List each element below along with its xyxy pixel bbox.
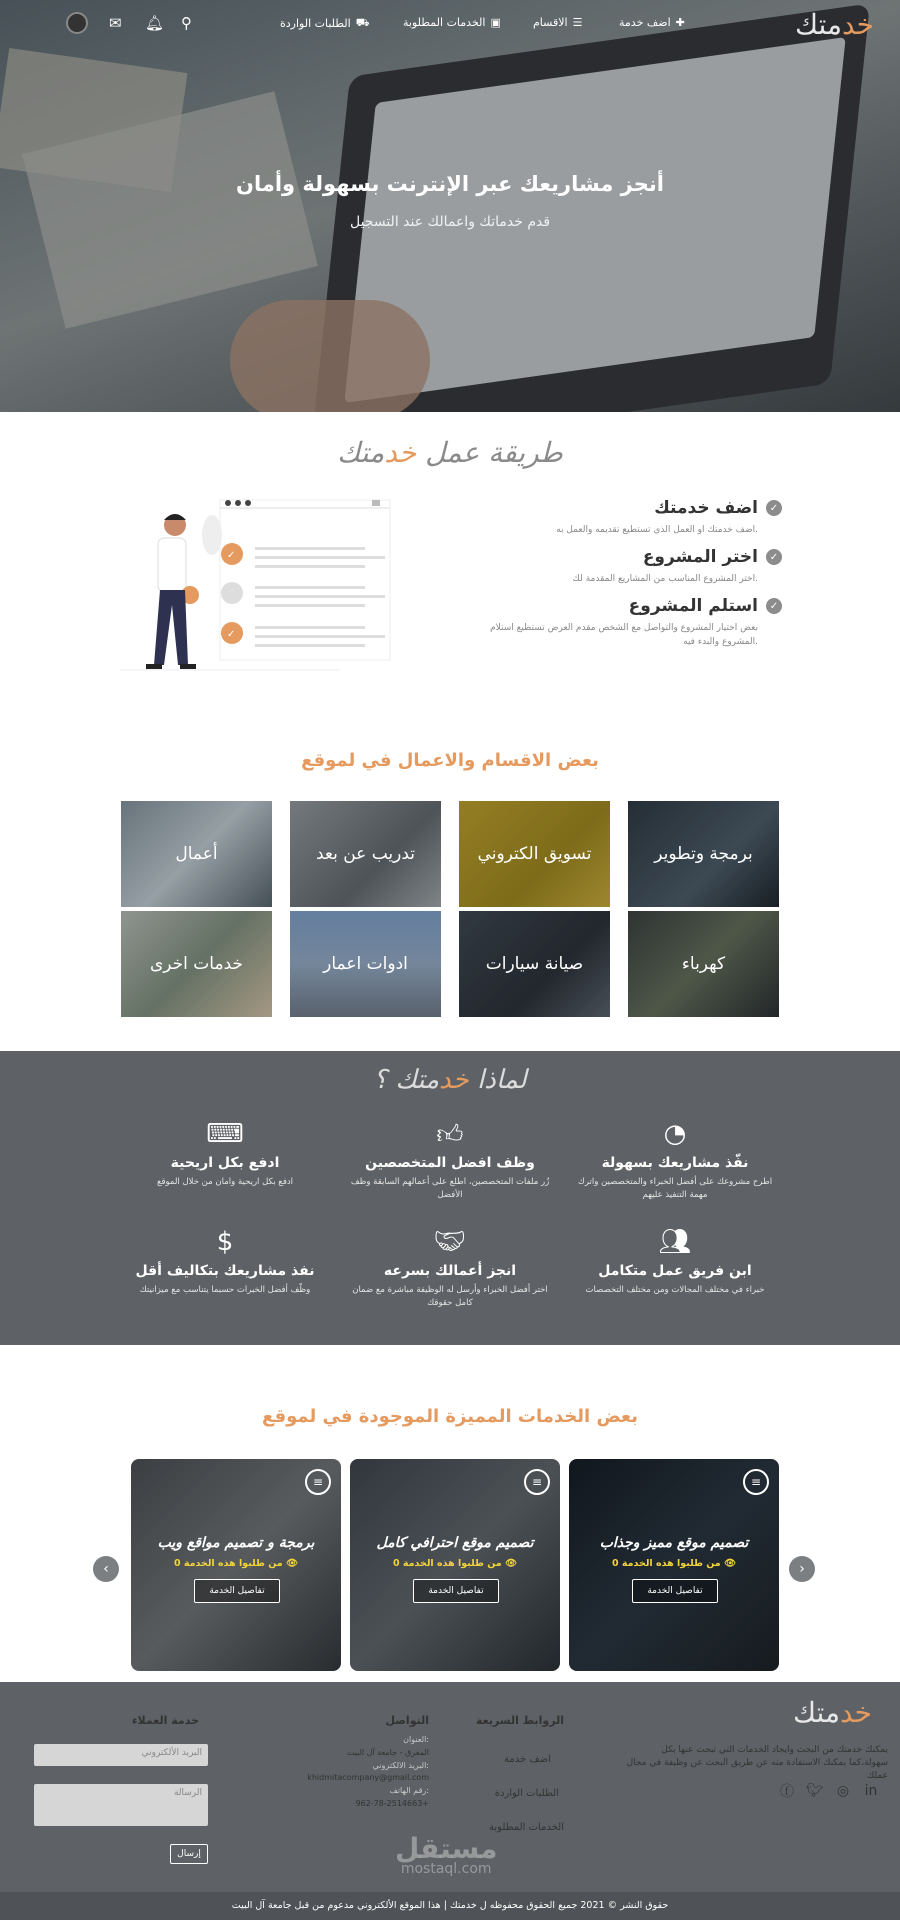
category-remote-training[interactable] — [290, 801, 441, 907]
phone-label: رقم الهاتف: — [389, 1786, 429, 1796]
user-avatar[interactable] — [66, 12, 88, 34]
contact-info — [307, 1734, 429, 1811]
email-label: البريد الالكتروني: — [372, 1760, 429, 1770]
step-desc: بعض اختيار المشروع والتواصل مع الشخص مقدم العرض تستطيع استلام المشروع والبدء فيه. — [490, 623, 758, 648]
copyright-bar: حقوق النشر © 2021 جميع الحقوق محفوظه ل خدمتك | هذا الموقع الألكتروني مدعوم من قبل جامعة آل البيت — [0, 1892, 900, 1920]
footer-link-incoming[interactable]: الطلبات الواردة — [494, 1788, 559, 1799]
thumbs-up-icon: 👍︎ — [436, 1120, 464, 1150]
nav-requested-label: الخدمات المطلوبة — [403, 16, 486, 29]
quick-links-title: الروابط السريعة — [475, 1714, 564, 1727]
address-label: العنوان: — [403, 1735, 429, 1744]
category-label: خدمات اخرى — [121, 911, 272, 1017]
step-receive-project — [482, 596, 782, 650]
service-card[interactable] — [131, 1459, 341, 1671]
nav-incoming-label: الطلبات الواردة — [280, 17, 351, 30]
why-title: لماذا خدمتك ؟ — [373, 1065, 527, 1095]
service-card[interactable] — [350, 1459, 560, 1671]
step-desc: اضف خدمتك او العمل الذي تستطيع تقديمه والعمل به. — [556, 525, 758, 535]
feature-desc: ادفع بكل اريحية وامان من خلال الموقع — [156, 1177, 294, 1187]
customer-service-title: خدمة العملاء — [131, 1714, 199, 1727]
gauge-icon: ◔ — [663, 1119, 687, 1149]
category-marketing[interactable] — [459, 801, 610, 907]
nav-incoming-requests[interactable] — [280, 16, 370, 31]
card-title: تصميم موقع احترافي كامل — [376, 1535, 534, 1551]
categories-title: بعض الاقسام والاعمال في لموقع — [301, 750, 599, 771]
laptop-code-icon: ⌨ — [206, 1119, 244, 1149]
card-views: 0 من طلبوا هذه الخدمة 👁︎ — [392, 1558, 518, 1569]
feature-hire-experts — [350, 1119, 550, 1202]
nav-sections-label: الاقسام — [533, 16, 568, 29]
card-views: 0 من طلبوا هذه الخدمة 👁︎ — [611, 1558, 737, 1569]
category-label: ادوات اعمار — [290, 911, 441, 1017]
facebook-icon[interactable]: ⓕ — [780, 1784, 794, 1800]
feature-title: انجز أعمالك بسرعه — [383, 1263, 517, 1279]
category-label: برمجة وتطوير — [628, 801, 779, 907]
service-details-button[interactable]: تفاصيل الخدمة — [632, 1579, 718, 1603]
carousel-next-button[interactable] — [789, 1556, 815, 1582]
footer-link-add-service[interactable]: اضف خدمة — [504, 1754, 551, 1765]
category-label: تدريب عن بعد — [290, 801, 441, 907]
footer-message-input[interactable]: الرسالة — [34, 1784, 208, 1826]
step-title: اضف خدمتك — [654, 498, 758, 518]
menu-icon[interactable]: ≡ — [743, 1469, 769, 1495]
contact-title: التواصل — [385, 1714, 429, 1727]
hero-section — [0, 0, 900, 412]
feature-easy-projects — [575, 1119, 775, 1202]
feature-fast-work — [350, 1227, 550, 1310]
feature-desc: زُر ملفات المتخصصين، اطلع على أعمالهم السابقة وظف الأفضل — [350, 1177, 550, 1200]
service-details-button[interactable]: تفاصيل الخدمة — [413, 1579, 499, 1603]
users-icon: 👥︎ — [658, 1227, 692, 1257]
bell-icon[interactable]: 🔔︎ — [145, 14, 165, 32]
hero-title: أنجز مشاريعك عبر الإنترنت بسهولة وأمان — [236, 172, 664, 196]
carousel-prev-button[interactable] — [93, 1556, 119, 1582]
eye-icon: 👁︎ — [504, 1558, 518, 1569]
category-construction-tools[interactable] — [290, 911, 441, 1017]
card-title: تصميم موقع مميز وجذاب — [599, 1535, 749, 1551]
workflow-illustration — [120, 490, 400, 700]
chevron-right-icon: › — [799, 1561, 805, 1577]
svg-text:✓: ✓ — [227, 550, 236, 561]
send-button[interactable]: إرسال — [170, 1844, 208, 1864]
instagram-icon[interactable]: ◎ — [836, 1783, 850, 1799]
featured-title: بعض الخدمات المميزة الموجودة في لموقع — [262, 1406, 638, 1427]
footer-link-requested[interactable]: الخدمات المطلوبة — [489, 1822, 564, 1833]
mail-icon[interactable]: ✉ — [109, 14, 122, 32]
category-label: صيانة سيارات — [459, 911, 610, 1017]
menu-icon[interactable]: ≡ — [524, 1469, 550, 1495]
menu-icon[interactable]: ≡ — [305, 1469, 331, 1495]
step-choose-project — [482, 547, 782, 586]
chevron-left-icon: ‹ — [103, 1561, 109, 1577]
feature-desc: خبراء في مختلف المجالات ومن مختلف التخصصات — [585, 1285, 765, 1295]
footer-email-input[interactable]: البريد الألكتروني — [34, 1744, 208, 1766]
feature-low-cost — [125, 1227, 325, 1297]
hero-subtitle: قدم خدماتك واعمالك عند التسجيل — [349, 214, 551, 230]
step-desc: اختر المشروع المناسب من المشاريع المقدمة لك. — [572, 574, 758, 584]
search-icon[interactable]: ⚲ — [181, 14, 192, 32]
feature-title: وظف افضل المتخصصين — [365, 1155, 535, 1171]
feature-desc: اختر أفضل الخبراء وأرسل له الوظيفة مباشرة مع ضمان كامل حقوقك — [352, 1285, 548, 1308]
how-it-works-title: طريقة عمل خدمتك — [337, 436, 563, 469]
address-value: المفرق - جامعة آل البيت — [346, 1747, 429, 1757]
social-links — [778, 1782, 880, 1800]
nav-add-service[interactable] — [619, 16, 685, 29]
service-details-button[interactable]: تفاصيل الخدمة — [194, 1579, 280, 1603]
step-title: استلم المشروع — [628, 596, 758, 616]
card-views: 0 من طلبوا هذه الخدمة 👁︎ — [173, 1558, 299, 1569]
truck-icon: ⛟ — [355, 16, 370, 29]
handshake-icon: 🤝︎ — [433, 1227, 467, 1257]
watermark: مستقل mostaql.com — [395, 1832, 498, 1877]
site-logo[interactable]: خدمتك — [794, 8, 874, 41]
hand-dollar-icon: $ — [216, 1227, 234, 1257]
eye-icon: 👁︎ — [723, 1558, 737, 1569]
linkedin-icon[interactable]: in — [864, 1783, 878, 1799]
briefcase-icon: ▣ — [490, 16, 501, 29]
card-title: برمجة و تصميم مواقع ويب — [157, 1535, 315, 1551]
feature-desc: اطرح مشروعك على أفضل الخبراء والمتخصصين واترك مهمة التنفيذ عليهم — [577, 1177, 773, 1200]
svg-text:✓: ✓ — [227, 629, 236, 640]
phone-value[interactable]: 962-78-2514663+ — [355, 1798, 429, 1808]
feature-build-team — [575, 1227, 775, 1297]
category-car-maintenance[interactable] — [459, 911, 610, 1017]
twitter-icon[interactable]: 🐦︎ — [806, 1783, 824, 1799]
feature-title: ادفع بكل اريحية — [170, 1155, 280, 1171]
category-label: كهرباء — [628, 911, 779, 1017]
footer-description: يمكنك خدمتك من البحث وايجاد الخدمات التي تبحث عنها بكل سهولة،كما يمكنك الاستفادة منه عن طريق البحث عن وظيفة في مجال عملك — [626, 1745, 888, 1782]
eye-icon: 👁︎ — [285, 1558, 299, 1569]
category-other-services[interactable] — [121, 911, 272, 1017]
check-icon: ✓ — [766, 598, 782, 614]
feature-title: نفّذ مشاريعك بسهولة — [601, 1155, 749, 1171]
why-section — [0, 1051, 900, 1345]
footer-logo[interactable]: خدمتك — [792, 1696, 872, 1729]
list-icon: ☰ — [572, 16, 583, 29]
category-label: أعمال — [121, 801, 272, 907]
category-programming[interactable] — [628, 801, 779, 907]
service-card[interactable] — [569, 1459, 779, 1671]
nav-sections[interactable] — [533, 16, 582, 29]
plus-icon: ✚ — [675, 16, 685, 29]
step-title: اختر المشروع — [642, 547, 758, 567]
feature-title: نفذ مشاريعك بتكاليف أقل — [135, 1263, 315, 1279]
email-value[interactable]: khidmitacompany@gmail.com — [307, 1773, 429, 1783]
category-electricity[interactable] — [628, 911, 779, 1017]
feature-desc: وظّف أفضل الخبرات حسبما يتناسب مع ميزانيتك — [139, 1285, 311, 1295]
category-business[interactable] — [121, 801, 272, 907]
hero-overlay — [0, 0, 900, 412]
nav-add-service-label: اضف خدمة — [619, 16, 671, 29]
feature-easy-payment — [125, 1119, 325, 1189]
check-icon: ✓ — [766, 500, 782, 516]
feature-title: ابن فريق عمل متكامل — [598, 1263, 752, 1279]
category-label: تسويق الكتروني — [459, 801, 610, 907]
step-add-service — [482, 498, 782, 537]
top-navbar — [0, 0, 900, 48]
nav-requested-services[interactable] — [403, 16, 501, 29]
check-icon: ✓ — [766, 549, 782, 565]
